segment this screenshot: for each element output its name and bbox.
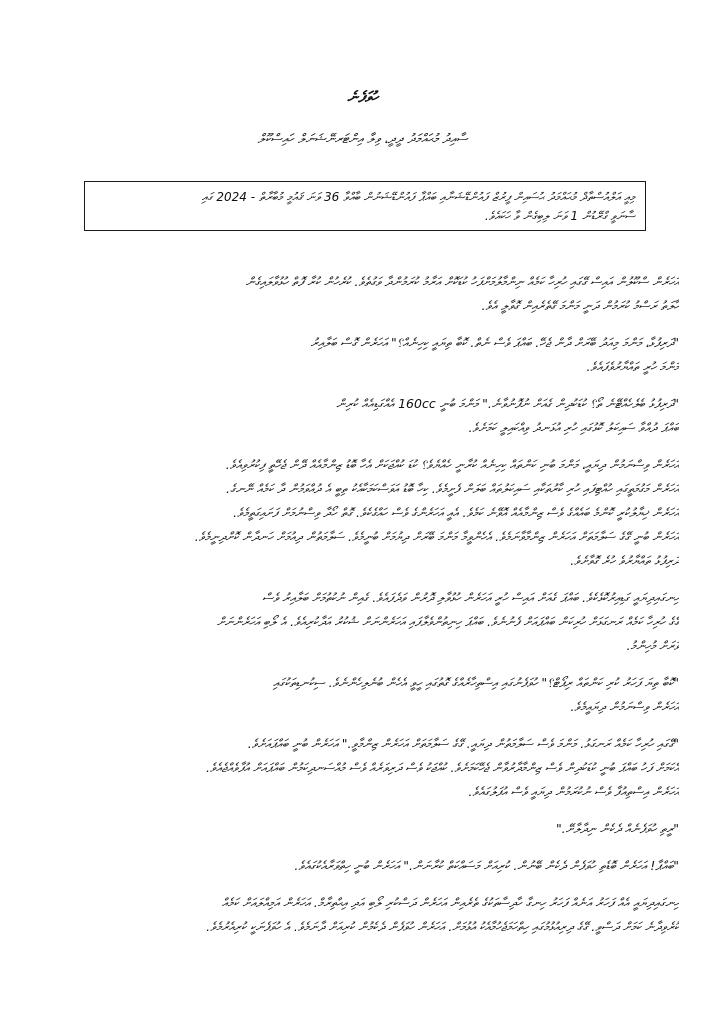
notice-line-1: މިއީ އަލްއުސްތާޛް މުޙައްމަދު ޙުސައިން ފީރުޒް ފައުންޑޭޝަނާއި ބައްޕާ ފައުންޑޭޝަނުން ބާއްވާ 36 ވަނަ ޤައުމީ މުބާރާތް - 2024 ގައި [201,190,635,204]
story-paragraph [46,453,679,573]
paragraph-line: އަހަރެން މަގުމަތީގައި ހުއްޓިފައި ހުރި ކާރުތަކާއި ސައިކަލުތައް ބަލަން ފެށީމެވެ. ކިހާ ބޮޑު އަވަސްކަމަކާއެކު ތިބީ އެ ދުއްވަމުން ދާ ކަމެއް ނޭނގެ. [226,481,679,496]
paragraph-line: އަހަރެން ވިސްނަމުން ދިޔައީ، މަންމަ ބުނި ކަންތައް ކިހިނެއް ކުރާނީ ހެއްޔެވެ؟ ކުޑަ ކުއްޖަކަށް އެހާ ބޮޑު ޒިންމާއެއް ދޭން ޖެހޭތީ ފިކުރުވިއެވެ. [225,457,679,472]
story-paragraph [46,891,679,939]
story-paragraph [46,671,679,719]
story-paragraph [46,732,679,804]
paragraph-gap [46,878,679,891]
story-paragraph [46,817,679,841]
story-paragraph [46,331,679,379]
paragraph-gap [46,318,679,331]
paragraph-line: ހާލަތު ރަސްމު ކުރަމުން ދަނީ މަންމަ ގޭތެރެއިން ގޮވާލީ އެވެ. [481,298,679,313]
author-line: ސާއިދު މުޙައްމަދު ދީދީ، ވިލާ އިންޓަރނޭޝަނަލް ހައިސްކޫލް [257,132,468,147]
paragraph-line: ދަރިފުޅު ތައްޔާރުވެ ހުރެ ގޮވާށެވެ. [570,553,679,568]
paragraph-gap [46,379,679,392]
page-title: ހުވަފެނެ [347,88,378,106]
paragraph-line: "ބައްޕާ! އަހަރެން ބޮޑެތި ހުވަފެން ދެކެން ބޭނުން. ކުރިއަށް މަސައްކަތް ކުރާނަން." އަހަރެން ބުނީ ހިތްވަރާއެކުގައެވެ. [294,858,679,873]
paragraph-line: ގޭގެ ހުރިހާ ކަމެއް ރަނގަޅަށް ހުރިކަން ބައްޕައަށް ފެނުނެވެ. ބައްޕަ ހިނިތުންވެލާފައި އަހަރެންނަށް ޝުކުރު އަދާކުރިއެވެ. އެ ލޯބި އަހަރެންނަށް [216,614,679,629]
paragraph-line: އަހަރެން ބުނީ ގޭގެ ސަލާމަތަށް އަހަރެން ޒިންމާވާނަމެވެ. އެހެންވީމާ މަންމަ ބޭރަށް ދިޔުމަށް ބުނީމެވެ. ސަލާމަތުން ދިއުމަށް ހަނދާން ކޮށްދިނީމެވެ. [194,529,679,544]
paragraph-gap [46,719,679,732]
notice-line-2: ސާނަވީ ގްރޭޑުން 1 ވަނަ ލިބިގެން ވާ ހަކައެވެ. [484,209,635,223]
paragraph-line: އަހަރެން ޚިޔާލުކުރީ ކޮންމެ ބައެއްގެ ވެސް ޒިންމާއެއް އޮވޭނެ ކަމެވެ. އެއީ އަހަރެންގެ ވެސް ހައްގެކެވެ. ގޮތް ހޯދާ ވިސްނުމަށް ފަށައިގަތީމެވެ. [233,505,679,520]
paragraph-gap [46,573,679,586]
paragraph-line: ހިނގައިދިޔައީ އެއް ފަހަރު އަނެއް ފަހަރު ހިނގާ ހާދިސާތަކުގެ ތެރެއިން އަހަރެން ދަސްކުރި ލޯބި އަދި އިޙްތިރާމް. އަހަރެން އަމިއްލައަށް ކަމެއް [221,895,679,910]
paragraph-gap [46,841,679,854]
paragraph-line: އެކަމަށް ފަހު ބައްޕަ ބުނީ ކުޑަކުދިން ވެސް ޒިންމާދާރުވާން ޖެހޭކަމަށެވެ. ކުއްޖަކު ވެސް ދަރިވަރެއް ވެސް މުއްސަނދިކަމުން ބައްޕައަށް އުފާވެއްޖެއެވެ. [205,760,679,775]
paragraph-line: "ކޮބާ ތިޔަ ފަހަރު ކުރި ކަންތައް ރިޕޯޓް؟" ހުވަފެނުގައި އިސްތިހާރެއްގެ ގޮތުގައި ހީވީ އެހެން ބުނެލިހެންނެވެ. ސިކުނޑިތަކުގައި [272,675,679,690]
paragraph-line: ބައްޕަ ދުއްވާ ސައިކަލު ކޮޅުގައި ހުރި އުޅަނދު ވިއްކައިލީ ކަމަށެވެ. [468,420,679,435]
paragraph-line: ހިނގައިދިޔައީ ގަޑިއިރުކޮޅެކެވެ. ބައްޕަ ގެއަށް އައިސް ހުރީ އަހަރެން ހުޅުވާލި ދޮރުން ވަދެފައެވެ. ގެއިން ނުކުތުމަށް ބަލާއިރު ވެސް [262,590,679,605]
paragraph-gap [46,440,679,453]
story-paragraph [46,392,679,440]
story-paragraph [46,270,679,318]
paragraph-line: މަންމަ ހުރީ ތައްޔާރުވެފައެވެ. [586,359,679,374]
paragraph-line: ވަރަށް މުހިންމު. [626,638,679,653]
paragraph-line: "ދަރިފުޅު ބެލެހެއްޓޭނެ ތޯ؟ ކުޑަކުދިން ގެއަށް ނުފޮނުވާނެ." މަންމަ ބުނީ 160cc އެއްގަޑިއެއް ކުރިން [336,396,679,411]
paragraph-gap [46,658,679,671]
paragraph-line: "ގޭގައި ހުރިހާ ކަމެއް ރަނގަޅު. މަންމަ ވެސް ސަލާމަތުން ދިޔައީ. ގޭގެ ސަލާމަތަށް އަހަރެން ޒިންމާވީ." އަހަރެން ބުނީ ބައްޕައަށެވެ. [247,736,679,751]
paragraph-gap [46,804,679,817]
story-body [46,270,679,939]
competition-notice-box [84,181,646,231]
paragraph-line: ކުރެވިދާނެ ކަމަށް ދަސްވީ. ގޭގެ ދިރިއުޅުމުގައި ހިތްހަމަޖެހުމާއެކު އުޅުމަށް. އަހަރެން ހުވަފެން ދެކެމުން ކުރިއަށް ދާނަމެވެ. އެ ހުވަފެނަކީ ކުރިއެރުމެވެ. [206,919,679,934]
paragraph-line: "ރީތި ހުވަފެނެއް ދެކެން ނިދާލާށޭ." [555,821,679,836]
paragraph-line: އަހަރެން ވިސްނަމުން ދިޔައީމެވެ. [570,699,679,714]
story-paragraph [46,586,679,658]
paragraph-line: އަހަރެން އިސްތިއުފާ ވެސް ނުކުރަމުން ދިޔައީ ވެސް އުފަލުގައެވެ. [468,784,679,799]
paragraph-line: އަހަރެން ސްކޫލުން އައިސް ގޭގައި ހުރިހާ ކަމެއް ނިންމާލުމަށްފަހު ކުޑަކޮށް އަރާމު ކުރަމުންދާ ވަގުތެވެ. ކުރެހުން ކުރާ ފޮތް ހުޅުވާލައިގެން [245,274,679,289]
paragraph-line: "ދަރިފުޅާ، މަންމަ މިއަދު ބޭރަށް ދާން ޖެހޭ. ބައްޕަ ވެސް ނެތް. ކޮބާ ތިޔައީ ކިހިނެއް؟" އަހަރެން ގޮސް ބަލާއިރު [310,335,679,350]
story-paragraph [46,854,679,878]
